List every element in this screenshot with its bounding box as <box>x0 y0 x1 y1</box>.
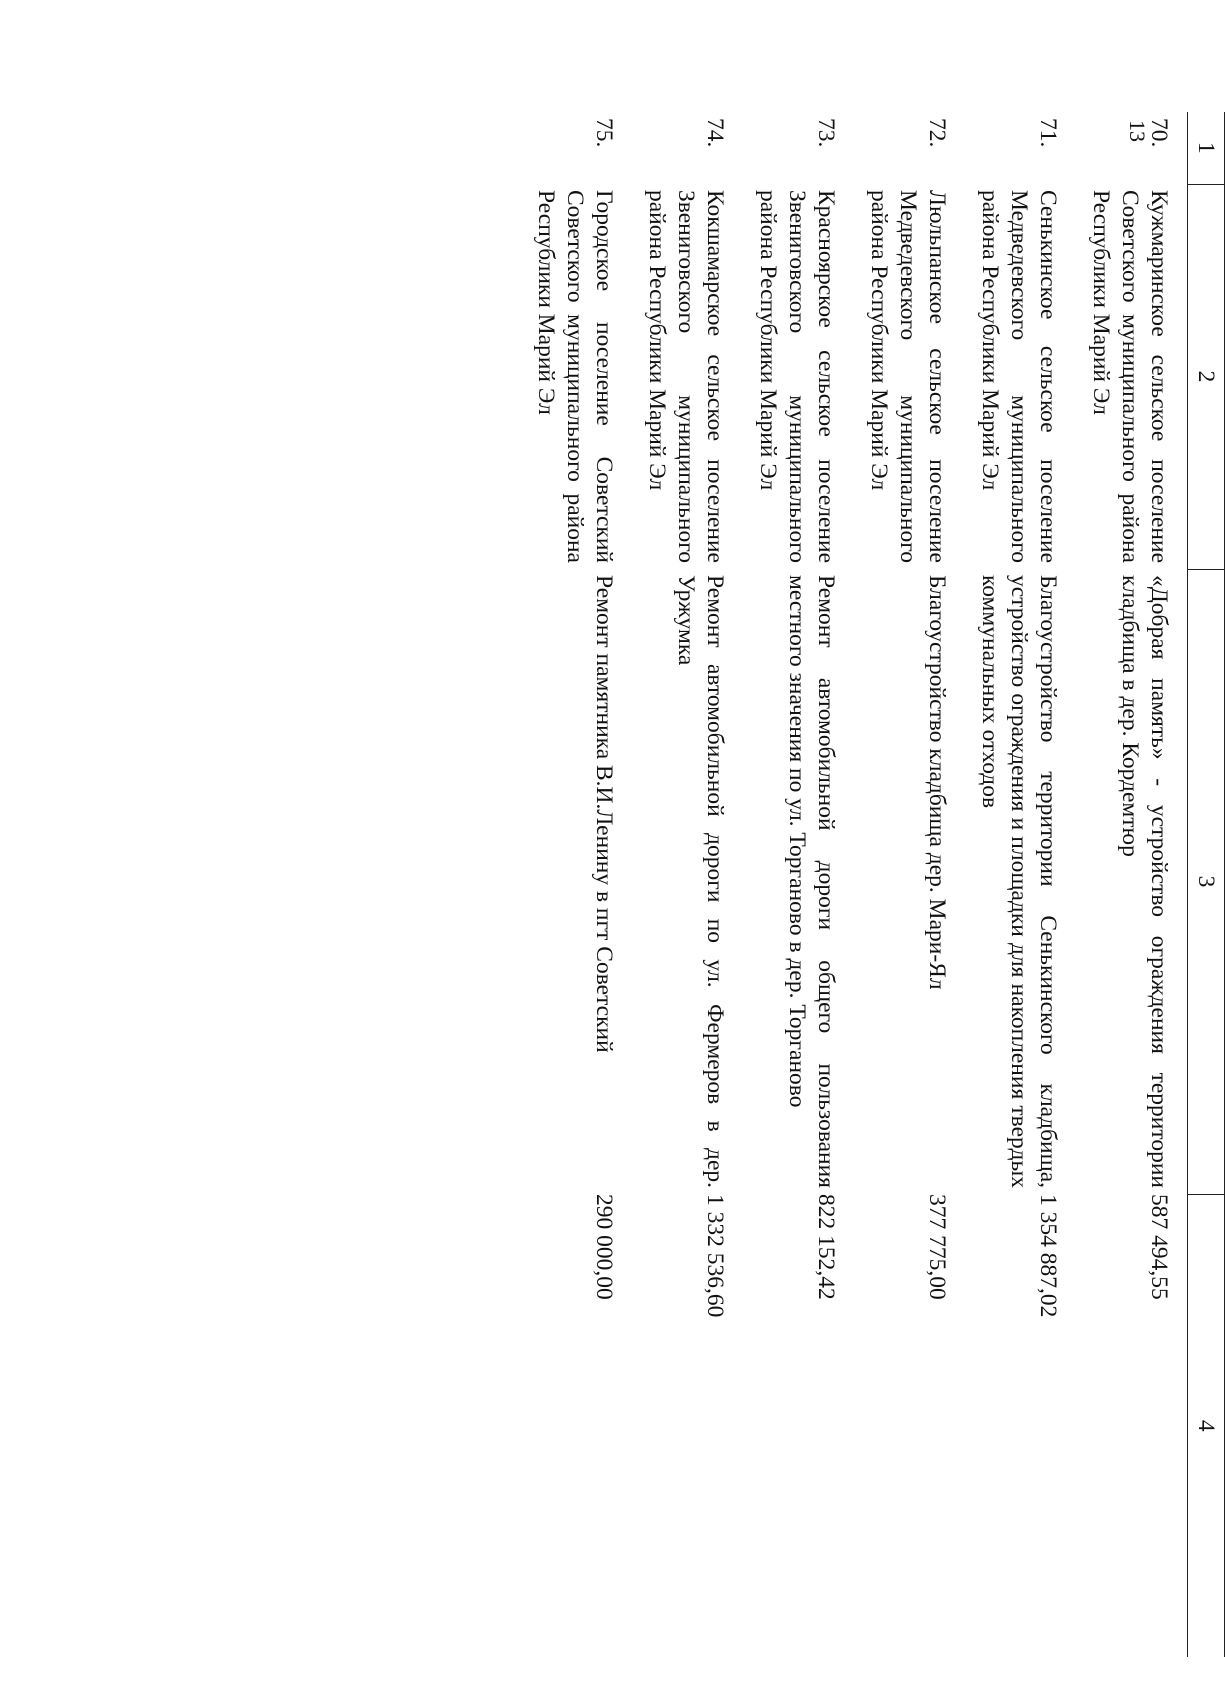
project-cell: «Добрая память» - устройство ограждения территории кладбища в дер. Кордемтюр <box>1117 575 1172 1188</box>
header-col-4: 4 <box>1188 1194 1225 1657</box>
data-table <box>521 112 1225 1657</box>
row-number: 74. <box>702 118 728 148</box>
amount-cell: 1 332 536,60 <box>702 1194 728 1318</box>
row-number: 71. <box>1035 118 1061 148</box>
row-number: 75. <box>591 118 617 148</box>
amount-cell: 290 000,00 <box>591 1194 617 1300</box>
project-cell: Ремонт автомобильной дороги общего пользования местного значения по ул. Торганово в дер. Торганово <box>784 575 839 1188</box>
municipality-cell: Красноярское сельское поселение Звениговского муниципального района Республики Марий Эл <box>755 190 839 563</box>
amount-cell: 377 775,00 <box>924 1194 950 1300</box>
row-number: 72. <box>924 118 950 148</box>
amount-cell: 822 152,42 <box>813 1194 839 1300</box>
table-row <box>632 112 743 1657</box>
municipality-cell: Сенькинское сельское поселение Медведевского муниципального района Республики Марий Эл <box>977 190 1061 563</box>
header-col-2: 2 <box>1188 184 1225 569</box>
header-col-1: 1 <box>1188 112 1225 184</box>
row-number: 70. <box>1146 118 1172 148</box>
amount-cell: 1 354 887,02 <box>1035 1194 1061 1318</box>
amount-cell: 587 494,55 <box>1146 1194 1172 1300</box>
municipality-cell: Городское поселение Советский Советского муниципального района Республики Марий Эл <box>533 190 617 563</box>
municipality-cell: Люльпанское сельское поселение Медведевского муниципального района Республики Марий Эл <box>866 190 950 563</box>
table-row <box>1076 112 1188 1657</box>
project-cell: Ремонт автомобильной дороги по ул. Фермеров в дер. Уржумка <box>673 575 728 1188</box>
header-col-3: 3 <box>1188 569 1225 1194</box>
project-cell: Ремонт памятника В.И.Ленину в пгт Советский <box>591 575 617 1053</box>
project-cell: Благоустройство кладбища дер. Мари-Ял <box>924 575 950 990</box>
row-number: 73. <box>813 118 839 148</box>
header-row <box>1188 112 1225 1657</box>
municipality-cell: Кужмаринское сельское поселение Советского муниципального района Республики Марий Эл <box>1088 190 1172 563</box>
table-row <box>743 112 854 1657</box>
rotated-table-wrapper <box>205 112 1225 1657</box>
project-cell: Благоустройство территории Сенькинского кладбища, устройство ограждения и площадки для накопления твердых коммунальных отходов <box>977 575 1061 1188</box>
table-row <box>965 112 1076 1657</box>
page-number: 13 <box>1125 120 1150 142</box>
table-row <box>521 112 632 1657</box>
municipality-cell: Кокшамарское сельское поселение Звениговского муниципального района Республики Марий Эл <box>644 190 728 563</box>
table-row <box>854 112 965 1657</box>
